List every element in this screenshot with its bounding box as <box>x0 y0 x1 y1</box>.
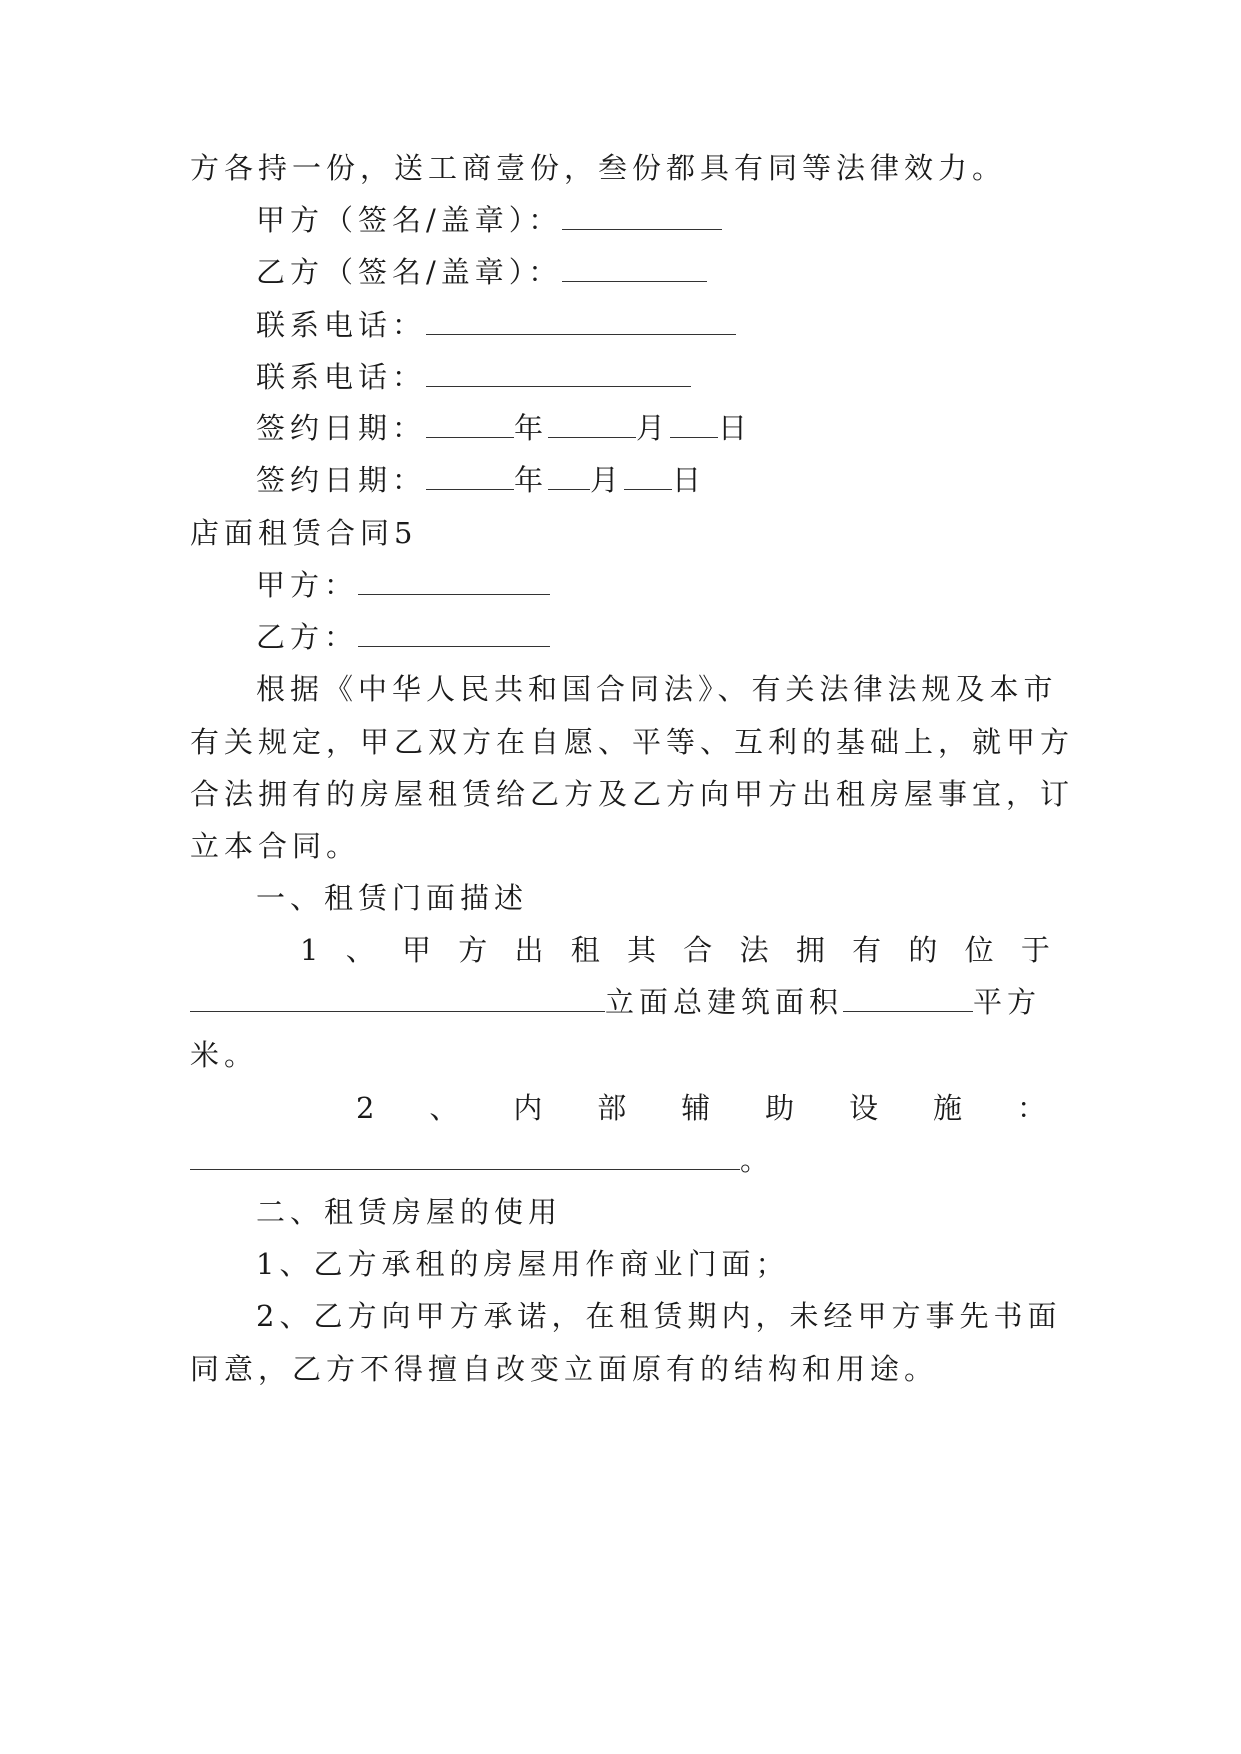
char: 辅 <box>681 1091 711 1125</box>
facilities-blank <box>190 1141 740 1170</box>
party-b-line <box>256 617 1050 657</box>
year-blank <box>426 461 514 490</box>
month-blank <box>548 409 636 438</box>
char: 位 <box>964 933 994 967</box>
title-text: 店面租赁合同5 <box>190 516 418 550</box>
char: 1 <box>300 933 319 967</box>
sign-date-line-b <box>256 460 1050 500</box>
text: 方各持一份，送工商壹份，叁份都具有同等法律效力。 <box>190 151 1007 185</box>
char: 施 <box>933 1091 963 1125</box>
paragraph-line <box>256 669 1058 709</box>
text: 2、乙方向甲方承诺，在租赁期内，未经甲方事先书面 <box>256 1299 1062 1333</box>
month-text: 月 <box>636 411 671 445</box>
char: 租 <box>570 933 600 967</box>
name-blank <box>358 618 550 647</box>
facilities-blank-line <box>190 1140 1050 1180</box>
paragraph-line <box>190 1349 1050 1389</box>
party-a-signature-line <box>256 200 1050 240</box>
char: 方 <box>458 933 488 967</box>
phone-line-b <box>256 357 1050 397</box>
char: 出 <box>514 933 544 967</box>
text: 根据《中华人民共和国合同法》、有关法律法规及本市 <box>256 672 1058 706</box>
char: 内 <box>513 1091 543 1125</box>
paragraph-line <box>256 1244 1050 1284</box>
text-line <box>190 1035 1050 1075</box>
sign-date-line-a <box>256 408 1050 448</box>
party-a-line <box>256 565 1050 605</box>
char: 助 <box>765 1091 795 1125</box>
char: 、 <box>429 1091 459 1125</box>
char: 甲 <box>401 933 431 967</box>
paragraph-line <box>190 722 1075 762</box>
text: 立本合同。 <box>190 829 361 863</box>
signature-blank <box>562 253 707 282</box>
label: 甲方： <box>256 568 359 602</box>
justified-line <box>356 1088 1046 1128</box>
heading-line <box>256 1192 1050 1232</box>
justified-line <box>300 930 1050 970</box>
label: 联系电话： <box>256 360 427 394</box>
phone-blank <box>426 306 736 335</box>
text: 米。 <box>190 1038 259 1072</box>
char: 设 <box>849 1091 879 1125</box>
year-blank <box>426 409 514 438</box>
label: 乙方： <box>256 620 359 654</box>
signature-blank <box>562 201 722 230</box>
label: 联系电话： <box>256 308 427 342</box>
day-text: 日 <box>718 411 753 445</box>
char: 、 <box>345 933 375 967</box>
char: 法 <box>739 933 769 967</box>
char: 的 <box>908 933 938 967</box>
text: 。 <box>740 1143 775 1177</box>
heading-text: 一、租赁门面描述 <box>256 881 529 915</box>
day-blank <box>670 409 718 438</box>
heading-text: 二、租赁房屋的使用 <box>256 1195 563 1229</box>
text: 合法拥有的房屋租赁给乙方及乙方向甲方出租房屋事宜，订 <box>190 777 1075 811</box>
party-b-signature-line <box>256 252 1050 292</box>
label: 签约日期： <box>256 411 427 445</box>
year-text: 年 <box>514 463 549 497</box>
char: 2 <box>356 1091 375 1125</box>
char: 于 <box>1020 933 1050 967</box>
area-line <box>190 982 1050 1022</box>
location-blank <box>190 983 605 1012</box>
char: 拥 <box>795 933 825 967</box>
paragraph-line <box>256 1296 1062 1336</box>
text: 1、乙方承租的房屋用作商业门面； <box>256 1247 790 1281</box>
label: 甲方（签名/盖章）： <box>256 203 563 237</box>
text: 立面总建筑面积 <box>605 985 844 1019</box>
text-line <box>190 148 1050 188</box>
label: 签约日期： <box>256 463 427 497</box>
area-blank <box>843 983 973 1012</box>
year-text: 年 <box>514 411 549 445</box>
day-text: 日 <box>672 463 707 497</box>
char: 其 <box>627 933 657 967</box>
paragraph-line <box>190 826 1050 866</box>
month-text: 月 <box>590 463 625 497</box>
name-blank <box>358 566 550 595</box>
day-blank <box>624 461 672 490</box>
label: 乙方（签名/盖章）： <box>256 255 563 289</box>
char: 部 <box>597 1091 627 1125</box>
char: ： <box>1016 1091 1046 1125</box>
paragraph-line <box>190 774 1075 814</box>
text: 同意，乙方不得擅自改变立面原有的结构和用途。 <box>190 1352 939 1386</box>
text: 有关规定，甲乙双方在自愿、平等、互利的基础上，就甲方 <box>190 725 1075 759</box>
char: 有 <box>852 933 882 967</box>
section-title <box>190 513 1050 553</box>
heading-line <box>256 878 1050 918</box>
text: 平方 <box>973 985 1042 1019</box>
phone-blank <box>426 358 691 387</box>
phone-line-a <box>256 305 1050 345</box>
month-blank <box>548 461 590 490</box>
char: 合 <box>683 933 713 967</box>
